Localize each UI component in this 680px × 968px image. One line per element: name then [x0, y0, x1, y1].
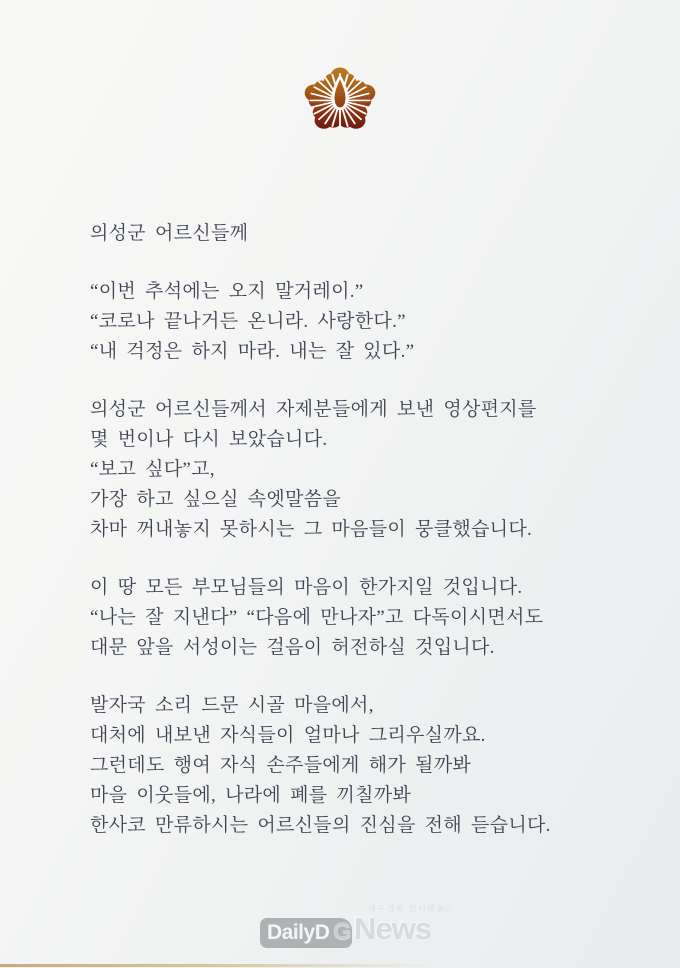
letter-line: 마을 이웃들에, 나라에 폐를 끼칠까봐: [90, 785, 412, 806]
mugunghwa-emblem-icon: [301, 64, 379, 132]
letter-salutation: 의성군 어르신들께: [90, 223, 249, 244]
letter-line: “보고 싶다”고,: [90, 459, 215, 480]
letter-line: 가장 하고 싶으실 속엣말씀을: [90, 489, 341, 510]
letter-line: 차마 꺼내놓지 못하시는 그 마음들이 뭉클했습니다.: [90, 519, 533, 540]
letter-line: 그런데도 행여 자식 손주들에게 해가 될까봐: [90, 755, 472, 776]
paragraph-all-parents: [90, 573, 610, 663]
letter-line: 대처에 내보낸 자식들이 얼마나 그리우실까요.: [90, 725, 486, 746]
watermark-brand-right: News: [354, 911, 431, 946]
letter-line: 대문 앞을 서성이는 걸음이 허전하실 것입니다.: [90, 637, 495, 658]
letter-line: “코로나 끝나거든 온니라. 사랑한다.”: [90, 311, 406, 332]
paragraph-village: [90, 691, 610, 841]
mugunghwa-emblem-svg: [301, 64, 379, 132]
watermark-tagline: 대구경북 인터넷뉴스: [368, 904, 455, 913]
letter-line: “나는 잘 지낸다” “다음에 만나자”고 다독이시면서도: [90, 607, 544, 628]
letter-line: 한사코 만류하시는 어르신들의 진심을 전해 듣습니다.: [90, 815, 551, 836]
letter-line: “이번 추석에는 오지 말거레이.”: [90, 281, 364, 302]
letter-line: 발자국 소리 드문 시골 마을에서,: [90, 695, 374, 716]
paragraph-parents-quotes: [90, 277, 610, 367]
letter-line: 의성군 어르신들께서 자제분들에게 보낸 영상편지를: [90, 399, 537, 420]
letter-line: 몇 번이나 다시 보았습니다.: [90, 429, 328, 450]
watermark-brand-g: G: [333, 918, 352, 945]
letter-line: “내 걱정은 하지 마라. 내는 잘 있다.”: [90, 341, 415, 362]
dailydgnews-watermark: [260, 902, 460, 950]
letter-line: 이 땅 모든 부모님들의 마음이 한가지일 것입니다.: [90, 577, 523, 598]
paper-bottom-edge: [0, 964, 435, 967]
paragraph-video-letters: [90, 395, 610, 545]
watermark-brand-left: DailyD: [267, 921, 330, 944]
letter-body: [90, 219, 610, 841]
